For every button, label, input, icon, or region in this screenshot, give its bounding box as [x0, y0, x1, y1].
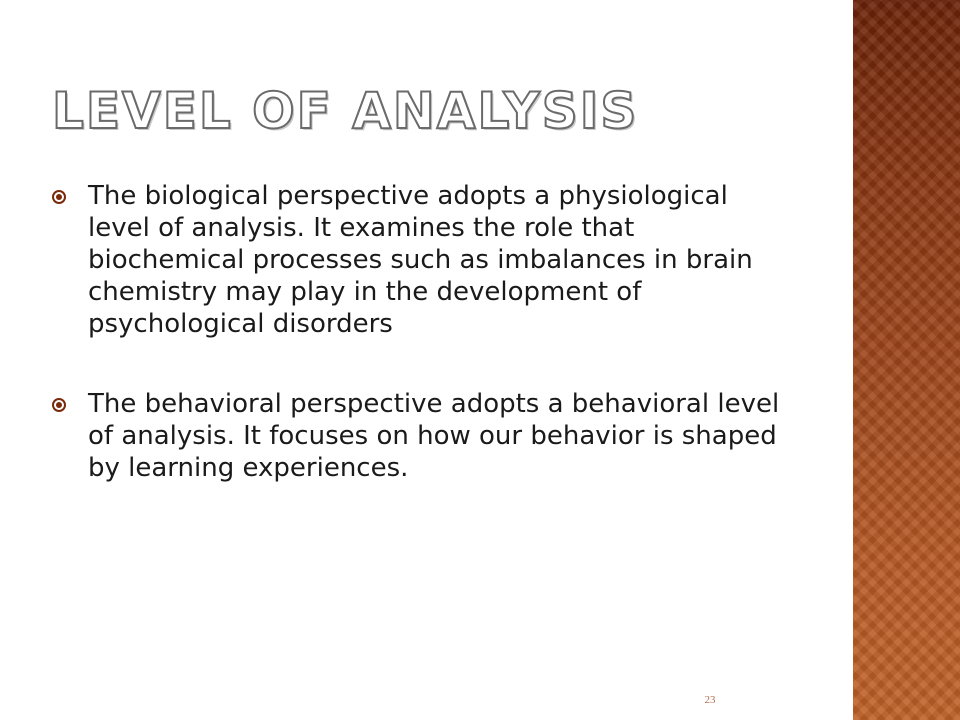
- slide-number: 23: [704, 694, 716, 706]
- bullet-circle-icon: [52, 398, 66, 412]
- bullet-list: [52, 180, 792, 484]
- bullet-circle-icon: [52, 190, 66, 204]
- decorative-side-panel: [853, 0, 960, 720]
- bullet-item-biological: [52, 180, 792, 340]
- bullet-text: The biological perspective adopts a physiological level of analysis. It examines the role that biochemical processes such as imbalances in brain chemistry may play in the development of psychological disorders: [88, 181, 753, 339]
- bullet-text: The behavioral perspective adopts a behavioral level of analysis. It focuses on how our behavior is shaped by learning experiences.: [88, 389, 780, 483]
- bullet-item-behavioral: [52, 388, 792, 484]
- slide-title: LEVEL OF ANALYSIS: [52, 82, 639, 140]
